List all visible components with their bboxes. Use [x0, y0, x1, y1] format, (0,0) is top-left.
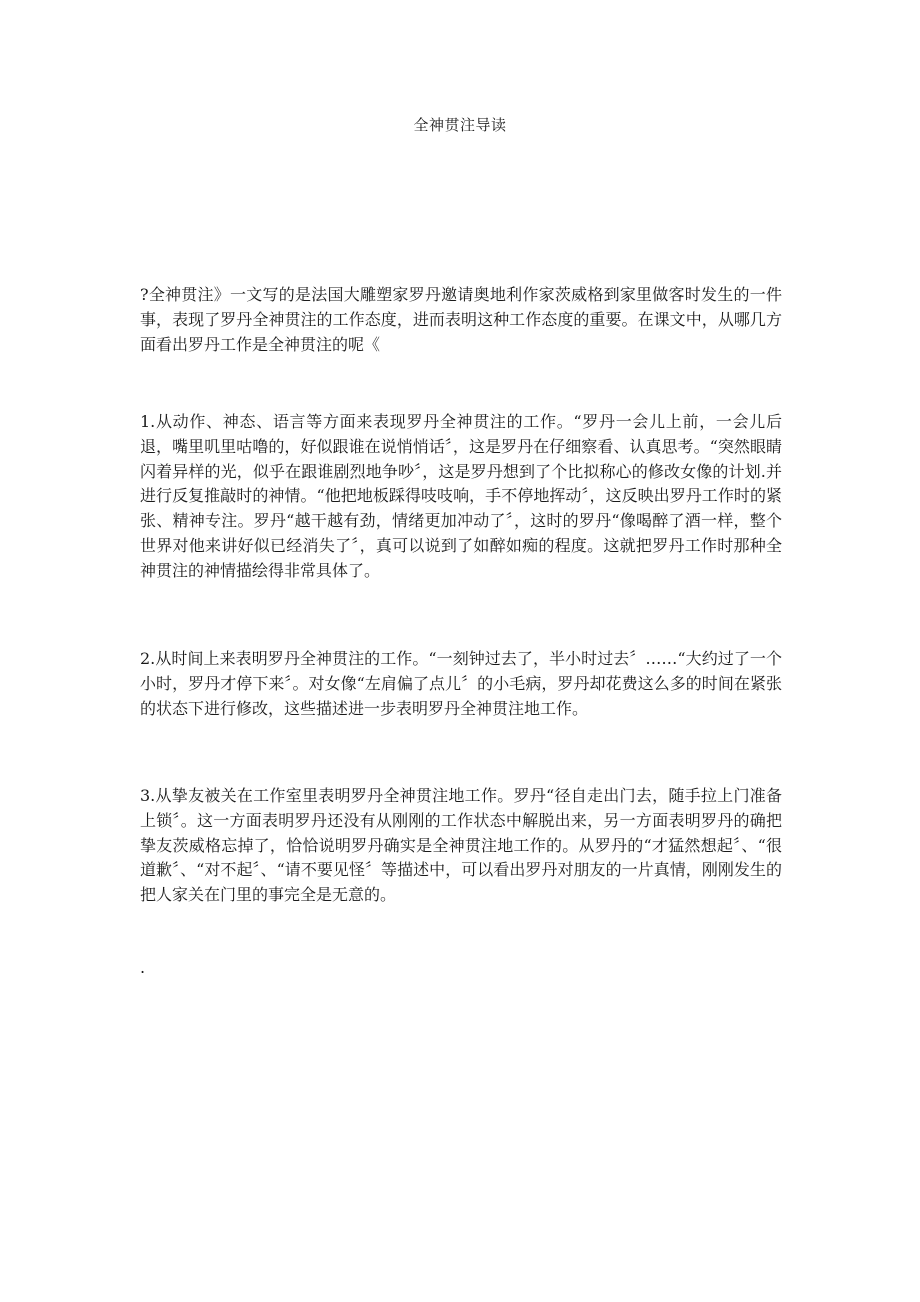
intro-paragraph: ?全神贯注》一文写的是法国大雕塑家罗丹邀请奥地利作家茨威格到家里做客时发生的一件事，表现了罗丹全神贯注的工作态度，进而表明这种工作态度的重要。在课文中，从哪几方面看出罗丹工作是全神贯注的呢《 — [140, 285, 782, 354]
trailing-period: . — [140, 958, 146, 977]
document-title: 全神贯注导读 — [413, 116, 507, 134]
paragraph-point-2: 2.从时间上来表明罗丹全神贯注的工作。“一刻钟过去了，半小时过去〞……“大约过了一个小时，罗丹才停下来〞。对女像“左肩偏了点儿〞的小毛病，罗丹却花费这么多的时间在紧张的状态下进行修改，这些描述进一步表明罗丹全神贯注地工作。 — [140, 649, 782, 718]
paragraph-point-1: 1.从动作、神态、语言等方面来表现罗丹全神贯注的工作。“罗丹一会儿上前，一会儿后退，嘴里叽里咕噜的，好似跟谁在说悄悄话〞，这是罗丹在仔细察看、认真思考。“突然眼睛闪着异样的光，似乎在跟谁剧烈地争吵〞，这是罗丹想到了个比拟称心的修改女像的计划.并进行反复推敲时的神情。“他把地板踩得吱吱响，手不停地挥动〞，这反映出罗丹工作时的紧张、精神专注。罗丹“越干越有劲，情绪更加冲动了〞，这时的罗丹“像喝醉了酒一样，整个世界对他来讲好似已经消失了〞，真可以说到了如醉如痴的程度。这就把罗丹工作时那种全神贯注的神情描绘得非常具体了。 — [140, 412, 782, 580]
paragraph-point-3: 3.从挚友被关在工作室里表明罗丹全神贯注地工作。罗丹“径自走出门去，随手拉上门准备上锁〞。这一方面表明罗丹还没有从刚刚的工作状态中解脱出来，另一方面表明罗丹的确把挚友茨威格忘掉了，恰恰说明罗丹确实是全神贯注地工作的。从罗丹的“才猛然想起〞、“很道歉〞、“对不起〞、“请不要见怪〞等描述中，可以看出罗丹对朋友的一片真情，刚刚发生的把人家关在门里的事完全是无意的。 — [140, 786, 782, 905]
